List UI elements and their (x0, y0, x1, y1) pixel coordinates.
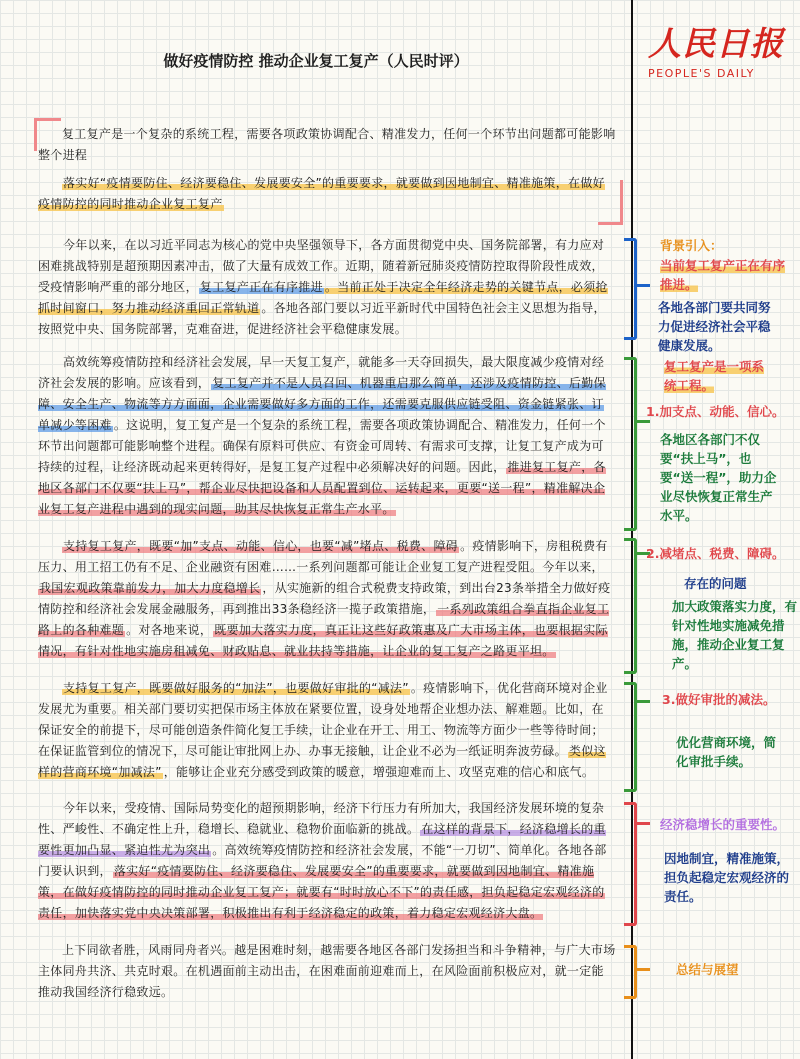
lead-paragraph-2 (38, 173, 616, 215)
note-background-highlight: 当前复工复产正在有序推进。 (660, 258, 786, 292)
note-background-body: 各地各部门要共同努力促进经济社会平稳健康发展。 (658, 300, 771, 353)
brace-system-engineering (624, 357, 637, 531)
brace-background (624, 238, 637, 340)
paragraph-stable-growth: 今年以来，受疫情、国际局势变化的超预期影响，经济下行压力有所加大，我国经济发展环境的复杂性、严峻性、不确定性上升，稳增长、稳就业、稳物价面临新的挑战。 在这样的背景下，经济稳增长的重要性更加凸显、紧迫性尤为突出 。高效统筹疫情防控和经济社会发展，不能“一刀切”、简单化。各地各部门要认识到， 落实好“疫情要防住、经济要稳住、发展要安全”的重要要求，就要做到因地制宜、精准施策，在做好疫情防控的同时推动企业复工复产；就要有“时时放心不下”的责任感，担负起稳定宏观经济的责任，加快落实党中央决策部署，积极推出有利于经济稳定的政策，着力稳定宏观经济大盘。 (38, 801, 607, 920)
note-growth-heading: 经济稳增长的重要性。 (660, 817, 786, 832)
paragraph-conclusion: 上下同欲者胜，风雨同舟者兴。越是困难时刻，越需要各地区各部门发扬担当和斗争精神，与广大市场主体同舟共济、共克时艰。在机遇面前主动出击，在困难面前迎难而上，在风险面前积极应对，就一定能推动我国经济行稳致远。 (38, 943, 616, 999)
note-growth-body: 因地制宜，精准施策，担负起稳定宏观经济的责任。 (664, 851, 790, 904)
note-reduce-sub: 存在的问题 (684, 576, 747, 591)
page-title: 做好疫情防控 推动企业复工复产（人民时评） (163, 52, 469, 70)
logo-chinese-text: 人民日报 (648, 24, 784, 63)
logo-english-text: PEOPLE'S DAILY (648, 67, 755, 80)
note-system-engineering: 复工复产是一项系统工程。 (664, 359, 765, 393)
note-add-heading: 1.加支点、动能、信心。 (646, 404, 785, 419)
note-reduce-heading: 2.减堵点、税费、障碍。 (646, 546, 785, 561)
note-approval-body: 优化营商环境，简化审批手续。 (676, 735, 777, 769)
peoples-daily-logo (648, 18, 798, 80)
note-background-heading: 背景引入： (660, 238, 723, 253)
paragraph-approval: 支持复工复产，既要做好服务的“加法”，也要做好审批的“减法” 。疫情影响下，优化营商环境对企业发展尤为重要。相关部门要切实把保市场主体放在紧要位置，设身处地帮企业想办法、解难题。比如，在保证安全的前提下，尽可能创造条件简化复工手续，让企业在开工、用工、物流等方面少一些等待时间；在保证监管到位的情况下，尽可能让审批网上办、办事无接触，让企业不必为一纸证明奔波劳碌。 类似这样的营商环境“加减法” ，能够让企业充分感受到政策的暖意，增强迎难而上、攻坚克难的信心和底气。 (38, 681, 608, 779)
note-add-body: 各地区各部门不仅要“扶上马”，也要“送一程”，助力企业尽快恢复正常生产水平。 (660, 432, 777, 523)
brace-approval (624, 682, 637, 792)
note-approval-heading: 3.做好审批的减法。 (662, 692, 776, 707)
tick-background (636, 284, 650, 287)
paragraph-background: 今年以来，在以习近平同志为核心的党中央坚强领导下，各方面贯彻党中央、国务院部署，有力应对困难挑战特别是超预期因素冲击，做了大量有成效工作。近期，随着新冠肺炎疫情防控取得阶段性成效，受疫情影响严重的部分地区， 复工复产正在有序推进 。当前正处于决定全年经济走势的关键节点，必须抢抓时间窗口，努力推动经济重回正常轨道 。各地各部门要以习近平新时代中国特色社会主义思想为指导，按照党中央、国务院部署，克难奋进，促进经济社会平稳健康发展。 (38, 238, 608, 336)
brace-conclusion (624, 945, 637, 999)
tick-conclusion (636, 968, 650, 971)
lead-paragraph-1: 复工复产是一个复杂的系统工程，需要各项政策协调配合、精准发力，任何一个环节出问题都可能影响整个进程 (38, 127, 616, 162)
tick-approval (636, 700, 650, 703)
brace-add-reduce (624, 538, 637, 674)
note-conclusion: 总结与展望 (676, 962, 739, 977)
note-reduce-body: 加大政策落实力度，有针对性地实施减免措施，推动企业复工复产。 (672, 599, 798, 671)
paragraph-add-and-reduce: 支持复工复产，既要“加”支点、动能、信心，也要“减”堵点、税费、障碍 。疫情影响下，房租税费有压力、用工招工仍有不足、企业融资有困难……一系列问题都可能让企业复工复产进程受阻。今年以来，我国宏观政策靠前发力，加大力度稳增长 ，从实施新的组合式税费支持政策，到出台23条举措全力做好疫情防控和经济社会发展金融服务，再到推出33条稳经济一揽子政策措施， 一系列政策组合拳直指企业复工路上的各种难题 。对各地来说， 既要加大落实力度，真正让这些好政策惠及广大市场主体，也要根据实际情况，有针对性地实施房租减免、财政贴息、就业扶持等措施，让企业的复工复产之路更平坦。 (38, 539, 611, 658)
lead-paragraph-2-text: 落实好“疫情要防住、经济要稳住、发展要安全”的重要要求，就要做到因地制宜、精准施策，在做好疫情防控的同时推动企业复工复产 (38, 176, 605, 211)
brace-stable-growth (624, 802, 637, 926)
paragraph-system-engineering: 高效统筹疫情防控和经济社会发展，早一天复工复产，就能多一天夺回损失，最大限度减少疫情对经济社会发展的影响。应该看到， 复工复产并不是人员召回、机器重启那么简单，还涉及疫情防控、后勤保障、安全生产、物流等方方面面，企业需要做好多方面的工作，还需要克服供应链受阻、资金链紧张、订单减少等困难 。这说明，复工复产是一个复杂的系统工程，需要各项政策协调配合、精准发力，任何一个环节出问题都可能影响整个进程。确保有原料可供应、有资金可周转、有需求可支撑，让复工复产成为可持续的过程，让经济既动起来更转得好，是复工复产过程中必须解决好的问题。因此， 推进复工复产，各地区各部门不仅要“扶上马”，帮企业尽快把设备和人员配置到位、运转起来，更要“送一程”，精准解决企业复工复产进程中遇到的现实问题，助其尽快恢复正常生产水平。 (38, 355, 606, 516)
tick-stable-growth (636, 822, 650, 825)
